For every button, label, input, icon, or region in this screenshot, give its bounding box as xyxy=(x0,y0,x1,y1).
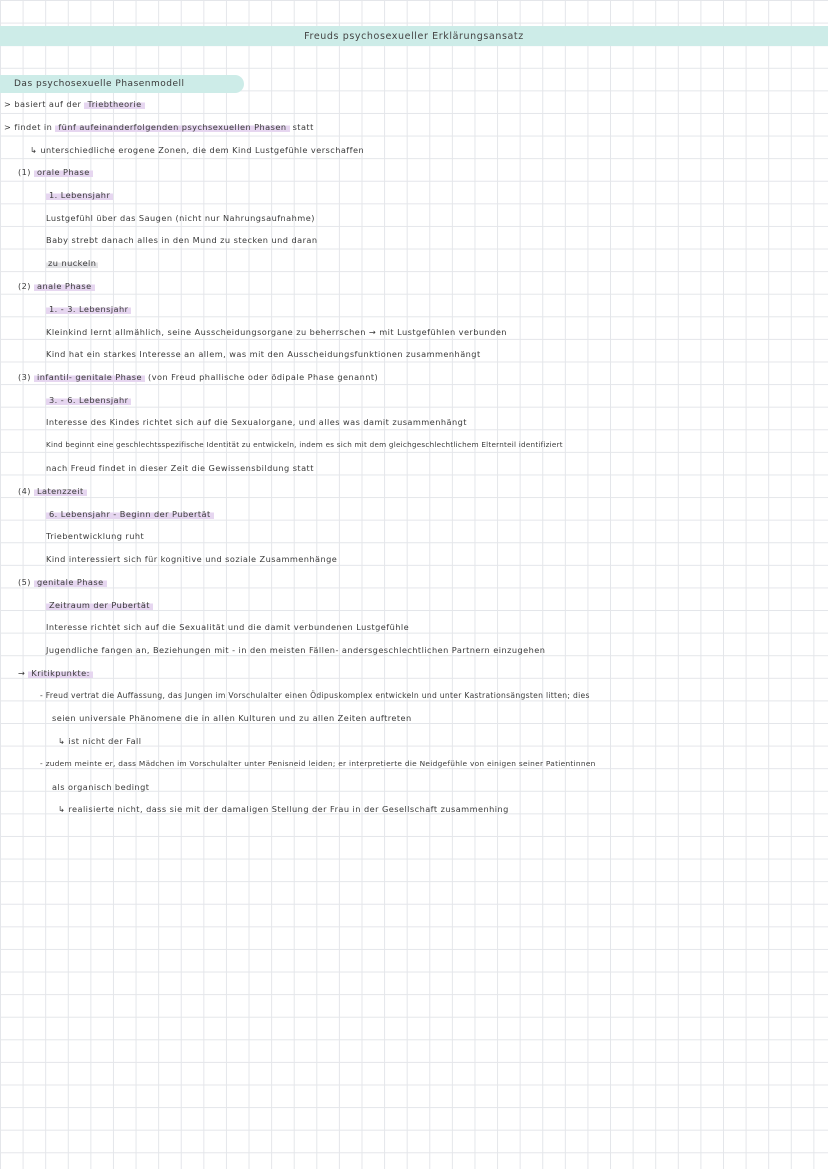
note-line: Interesse richtet sich auf die Sexualität und die damit verbundenen Lustgefühle xyxy=(46,622,410,632)
note-line: - Freud vertrat die Auffassung, das Jungen im Vorschulalter einen Ödipuskomplex entwickeln und unter Kastrationsängsten litten; dies xyxy=(40,691,590,700)
note-line: Lustgefühl über das Saugen (nicht nur Nahrungsaufnahme) xyxy=(46,213,315,223)
highlight: Triebtheorie xyxy=(84,99,144,109)
note-line xyxy=(46,508,214,520)
highlight: orale Phase xyxy=(34,167,93,177)
highlight: Latenzzeit xyxy=(34,486,87,496)
highlight: Kritikpunkte: xyxy=(28,668,92,678)
highlight: 1. - 3. Lebensjahr xyxy=(46,304,131,314)
note-line: seien universale Phänomene die in allen Kulturen und zu allen Zeiten auftreten xyxy=(52,713,412,723)
highlight: anale Phase xyxy=(34,281,95,291)
note-line: > findet in fünf aufeinanderfolgenden psychsexuellen Phasen statt xyxy=(4,122,314,132)
note-line: Interesse des Kindes richtet sich auf die Sexualorgane, und alles was damit zusammenhängt xyxy=(46,417,467,427)
critique-heading: → Kritikpunkte: xyxy=(18,667,93,679)
title-bar xyxy=(0,26,828,46)
note-line xyxy=(46,303,131,315)
section-heading xyxy=(0,75,244,93)
note-line: Kind beginnt eine geschlechtsspezifische Identität zu entwickeln, indem es sich mit dem gleichgeschlechtlichem Elternteil identifiziert xyxy=(46,440,563,449)
highlight: Zeitraum der Pubertät xyxy=(46,600,153,610)
note-line xyxy=(46,394,131,406)
note-line: - zudem meinte er, dass Mädchen im Vorschulalter unter Penisneid leiden; er interpretierte die Neidgefühle von einigen seiner Patientinnen xyxy=(40,759,596,768)
note-line: Kind interessiert sich für kognitive und soziale Zusammenhänge xyxy=(46,554,338,564)
section-title: Das psychosexuelle Phasenmodell xyxy=(14,79,185,89)
note-line xyxy=(46,599,153,611)
highlight: infantil- genitale Phase xyxy=(34,372,145,382)
highlight: 6. Lebensjahr - Beginn der Pubertät xyxy=(46,509,214,519)
highlight: 1. Lebensjahr xyxy=(46,190,113,200)
page-title: Freuds psychosexueller Erklärungsansatz xyxy=(304,30,524,42)
phase-heading: (2) anale Phase xyxy=(18,280,95,292)
note-line xyxy=(46,189,113,201)
note-line: als organisch bedingt xyxy=(52,782,150,792)
phase-heading: (1) orale Phase xyxy=(18,166,93,178)
note-line: Baby strebt danach alles in den Mund zu stecken und daran xyxy=(46,235,318,245)
note-line: Kind hat ein starkes Interesse an allem, was mit den Ausscheidungsfunktionen zusammenhängt xyxy=(46,349,481,359)
note-line: > basiert auf der Triebtheorie xyxy=(4,98,145,110)
highlight: zu nuckeln xyxy=(48,258,97,268)
note-line: ↳ ist nicht der Fall xyxy=(58,736,142,746)
highlight: 3. - 6. Lebensjahr xyxy=(46,395,131,405)
note-line: nach Freud findet in dieser Zeit die Gewissensbildung statt xyxy=(46,463,314,473)
note-line: Kleinkind lernt allmählich, seine Ausscheidungsorgane zu beherrschen → mit Lustgefühlen verbunden xyxy=(46,327,507,337)
phase-heading: (5) genitale Phase xyxy=(18,576,107,588)
note-line: ↳ realisierte nicht, dass sie mit der damaligen Stellung der Frau in der Gesellschaft zusammenhing xyxy=(58,804,509,814)
highlight: fünf aufeinanderfolgenden psychsexuellen Phasen xyxy=(55,122,289,132)
note-line xyxy=(46,257,98,269)
phase-heading: (4) Latenzzeit xyxy=(18,485,87,497)
note-line: Triebentwicklung ruht xyxy=(46,531,145,541)
note-line: Jugendliche fangen an, Beziehungen mit - in den meisten Fällen- andersgeschlechtlichen Partnern einzugehen xyxy=(46,645,546,655)
note-line: ↳ unterschiedliche erogene Zonen, die dem Kind Lustgefühle verschaffen xyxy=(30,145,365,155)
highlight: genitale Phase xyxy=(34,577,107,587)
phase-heading: (3) infantil- genitale Phase (von Freud phallische oder ödipale Phase genannt) xyxy=(18,372,379,382)
